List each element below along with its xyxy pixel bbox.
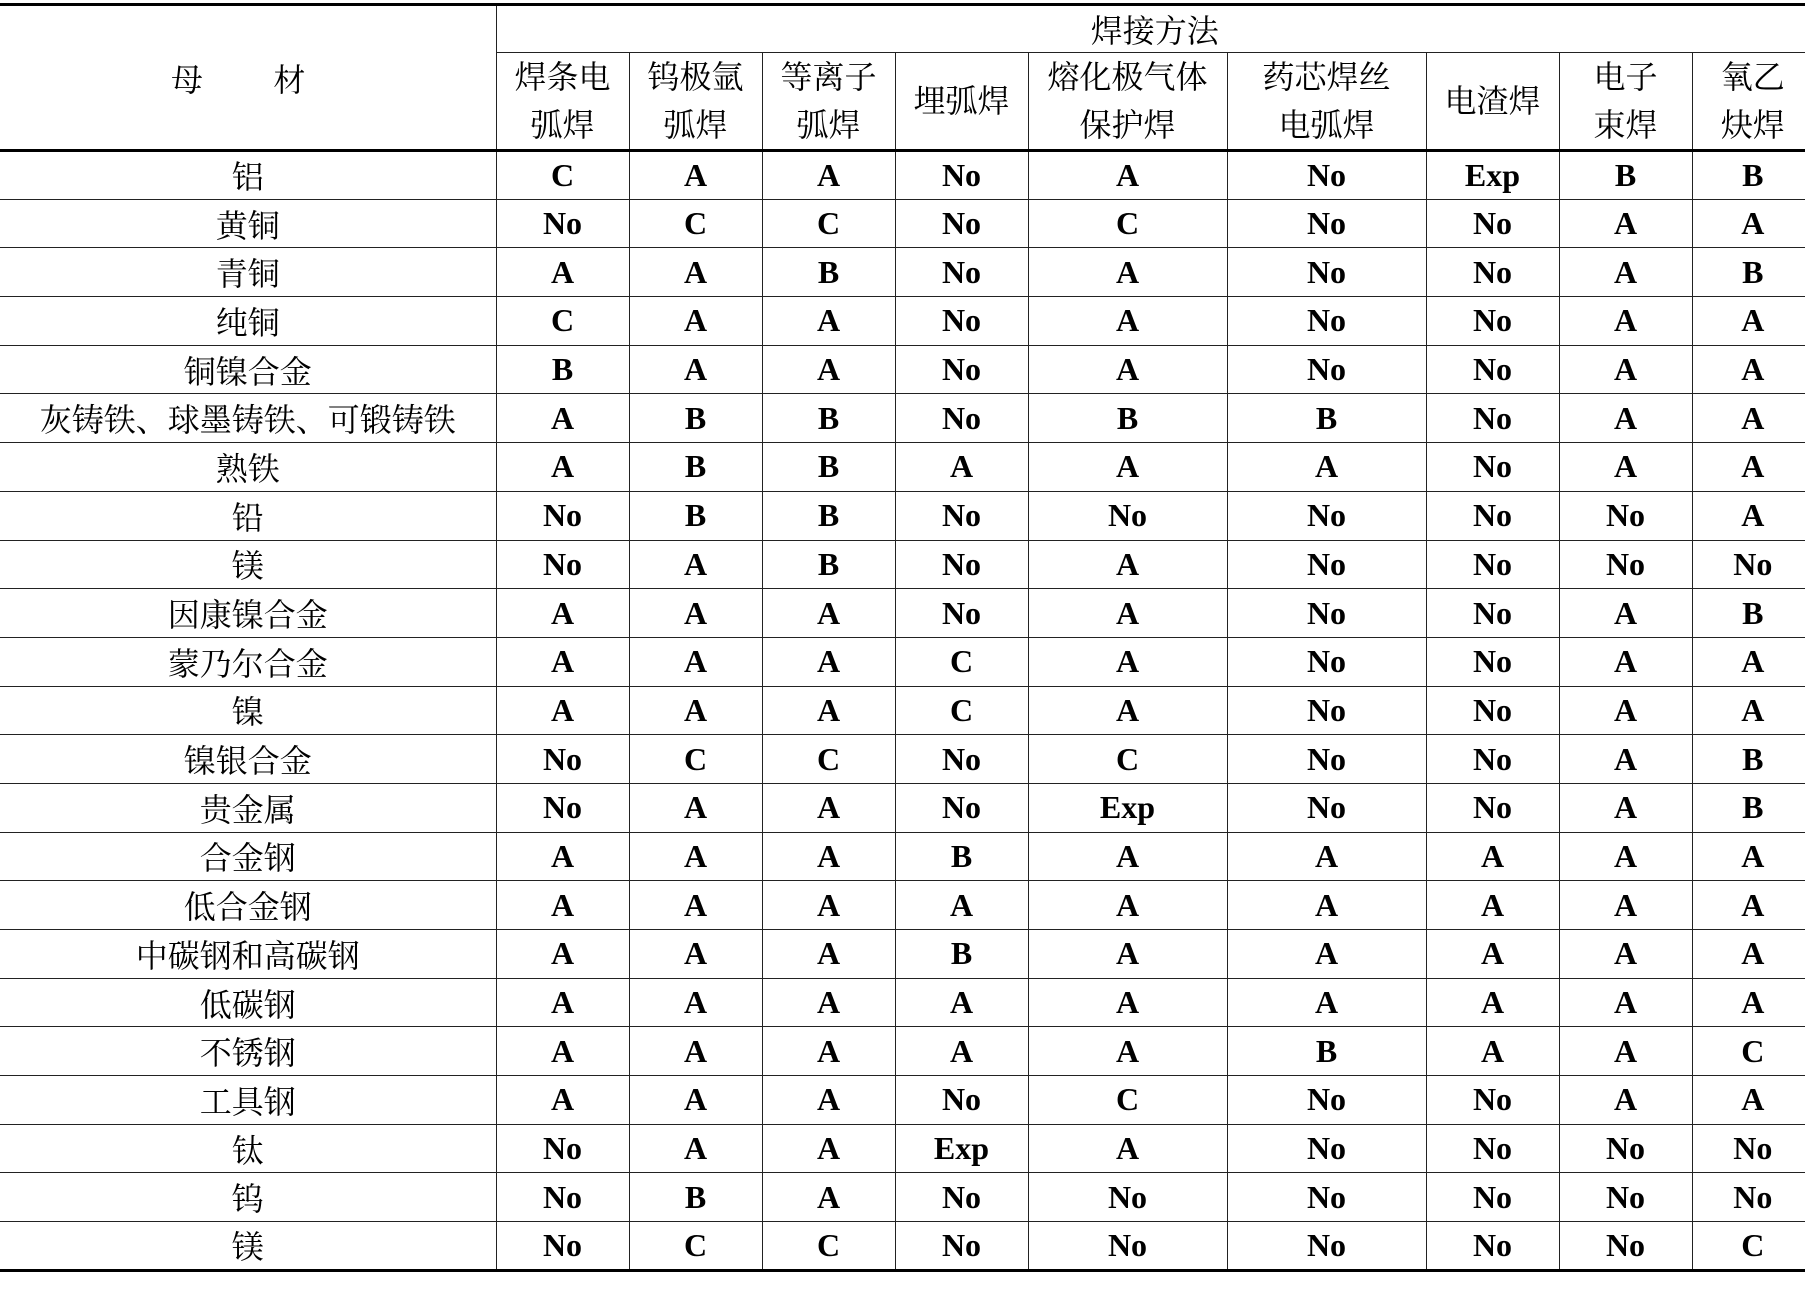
table-row [0, 443, 1805, 492]
rating-cell: A [1426, 832, 1559, 881]
method-header-line: 电弧焊 [1278, 107, 1375, 143]
method-header-line: 弧焊 [663, 107, 728, 143]
rating-cell: B [895, 832, 1028, 881]
method-header-line: 氧乙 [1720, 59, 1785, 95]
material-cell: 不锈钢 [0, 1027, 496, 1076]
table-row [0, 735, 1805, 784]
rating-cell: No [1426, 735, 1559, 784]
rating-cell: A [629, 881, 762, 930]
rating-cell: A [496, 930, 629, 979]
rating-cell: No [1227, 345, 1426, 394]
rating-cell: A [1028, 540, 1227, 589]
rating-cell: No [895, 199, 1028, 248]
rating-cell: No [1227, 686, 1426, 735]
material-cell: 贵金属 [0, 783, 496, 832]
rating-cell: Exp [1028, 783, 1227, 832]
rating-cell: A [1028, 297, 1227, 346]
rating-cell: B [1227, 1027, 1426, 1076]
rating-cell: C [496, 297, 629, 346]
rating-cell: No [496, 199, 629, 248]
rating-cell: A [629, 297, 762, 346]
rating-cell: No [1426, 540, 1559, 589]
rating-cell: A [496, 394, 629, 443]
rating-cell: A [629, 637, 762, 686]
rating-cell: A [1028, 248, 1227, 297]
rating-cell: A [629, 1027, 762, 1076]
method-header-line: 焊条电 [514, 59, 611, 95]
table-row [0, 1222, 1805, 1271]
rating-cell: No [1426, 491, 1559, 540]
table-row [0, 151, 1805, 200]
table-row [0, 589, 1805, 638]
method-header-line: 电子 [1593, 59, 1658, 95]
rating-cell: No [895, 783, 1028, 832]
rating-cell: A [1692, 199, 1805, 248]
rating-cell: A [629, 832, 762, 881]
rating-cell: No [1227, 589, 1426, 638]
rating-cell: B [1692, 589, 1805, 638]
rating-cell: A [629, 930, 762, 979]
rating-cell: No [1028, 491, 1227, 540]
rating-cell: A [1028, 637, 1227, 686]
rating-cell: No [1227, 199, 1426, 248]
rating-cell: A [1028, 930, 1227, 979]
rating-cell: A [1692, 443, 1805, 492]
rating-cell: No [1227, 1222, 1426, 1271]
material-cell: 镍银合金 [0, 735, 496, 784]
rating-cell: No [1426, 297, 1559, 346]
rating-cell: B [762, 491, 895, 540]
rating-cell: A [496, 978, 629, 1027]
rating-cell: C [1028, 735, 1227, 784]
header-row [0, 5, 1805, 53]
table-body [0, 151, 1805, 1271]
rating-cell: A [1028, 589, 1227, 638]
table-row [0, 540, 1805, 589]
table-row [0, 199, 1805, 248]
rating-cell: A [1559, 345, 1692, 394]
rating-cell: A [1559, 394, 1692, 443]
rating-cell: B [1559, 151, 1692, 200]
rating-cell: No [1426, 783, 1559, 832]
rating-cell: No [1426, 1124, 1559, 1173]
material-cell: 低碳钢 [0, 978, 496, 1027]
rating-cell: No [895, 151, 1028, 200]
method-header-2 [629, 53, 762, 151]
rating-cell: A [895, 881, 1028, 930]
rating-cell: A [1559, 1076, 1692, 1125]
material-cell: 钨 [0, 1173, 496, 1222]
rating-cell: Exp [895, 1124, 1028, 1173]
rating-cell: A [496, 686, 629, 735]
rating-cell: No [1426, 248, 1559, 297]
rating-cell: A [1559, 297, 1692, 346]
rating-cell: A [895, 443, 1028, 492]
rating-cell: No [1227, 735, 1426, 784]
rating-cell: A [1559, 930, 1692, 979]
method-header-4 [895, 53, 1028, 151]
rating-cell: No [1426, 1222, 1559, 1271]
rating-cell: A [1559, 248, 1692, 297]
rating-cell: A [1028, 832, 1227, 881]
rating-cell: B [895, 930, 1028, 979]
rating-cell: No [1227, 1124, 1426, 1173]
table-row [0, 978, 1805, 1027]
rating-cell: A [1227, 443, 1426, 492]
rating-cell: C [629, 1222, 762, 1271]
welding-method-table [0, 3, 1805, 1272]
method-header-6 [1227, 53, 1426, 151]
rating-cell: No [496, 735, 629, 784]
method-header-8 [1559, 53, 1692, 151]
rating-cell: No [895, 394, 1028, 443]
rating-cell: A [629, 783, 762, 832]
rating-cell: B [762, 248, 895, 297]
rating-cell: A [1692, 297, 1805, 346]
methods-group-header: 焊接方法 [496, 5, 1805, 53]
rating-cell: No [1227, 248, 1426, 297]
rating-cell: C [895, 637, 1028, 686]
rating-cell: A [1028, 151, 1227, 200]
material-cell: 灰铸铁、球墨铸铁、可锻铸铁 [0, 394, 496, 443]
rating-cell: A [762, 1027, 895, 1076]
rating-cell: C [629, 735, 762, 784]
rating-cell: A [496, 832, 629, 881]
rating-cell: A [496, 589, 629, 638]
table-row [0, 1027, 1805, 1076]
material-cell: 因康镍合金 [0, 589, 496, 638]
rating-cell: No [895, 248, 1028, 297]
rating-cell: No [496, 1222, 629, 1271]
rating-cell: No [895, 1173, 1028, 1222]
material-cell: 青铜 [0, 248, 496, 297]
rating-cell: A [629, 1076, 762, 1125]
rating-cell: No [1227, 491, 1426, 540]
rating-cell: B [1692, 735, 1805, 784]
rating-cell: A [1692, 637, 1805, 686]
rating-cell: A [629, 345, 762, 394]
method-header-line: 熔化极气体 [1047, 59, 1208, 95]
rating-cell: A [1559, 735, 1692, 784]
table-row [0, 297, 1805, 346]
material-cell: 工具钢 [0, 1076, 496, 1125]
rating-cell: No [496, 491, 629, 540]
rating-cell: A [1028, 978, 1227, 1027]
rating-cell: C [895, 686, 1028, 735]
rating-cell: A [1692, 930, 1805, 979]
rating-cell: A [1227, 832, 1426, 881]
method-header-line: 束焊 [1593, 107, 1658, 143]
rating-cell: A [1028, 345, 1227, 394]
method-header-3 [762, 53, 895, 151]
rating-cell: A [1559, 783, 1692, 832]
rating-cell: A [762, 1124, 895, 1173]
rating-cell: A [1692, 881, 1805, 930]
rating-cell: A [1692, 491, 1805, 540]
material-cell: 铝 [0, 151, 496, 200]
table-row [0, 248, 1805, 297]
rating-cell: A [762, 297, 895, 346]
rating-cell: A [1692, 686, 1805, 735]
material-cell: 蒙乃尔合金 [0, 637, 496, 686]
material-cell: 镁 [0, 540, 496, 589]
rating-cell: A [1028, 686, 1227, 735]
rating-cell: No [1559, 1173, 1692, 1222]
rating-cell: No [1227, 1076, 1426, 1125]
rating-cell: No [1028, 1173, 1227, 1222]
rating-cell: No [1227, 783, 1426, 832]
rating-cell: No [1692, 1124, 1805, 1173]
rating-cell: C [1692, 1027, 1805, 1076]
rating-cell: A [1426, 1027, 1559, 1076]
method-header-line: 电渣焊 [1444, 83, 1541, 119]
rating-cell: No [1692, 1173, 1805, 1222]
rating-cell: A [496, 248, 629, 297]
table-row [0, 491, 1805, 540]
rating-cell: No [1426, 686, 1559, 735]
table-row [0, 394, 1805, 443]
rating-cell: A [1692, 394, 1805, 443]
material-cell: 纯铜 [0, 297, 496, 346]
rating-cell: A [629, 978, 762, 1027]
method-header-line: 弧焊 [796, 107, 861, 143]
rating-cell: A [1426, 978, 1559, 1027]
rating-cell: A [895, 978, 1028, 1027]
method-header-line: 药芯焊丝 [1262, 59, 1391, 95]
rating-cell: A [1559, 199, 1692, 248]
material-cell: 铜镍合金 [0, 345, 496, 394]
rating-cell: A [1028, 881, 1227, 930]
rating-cell: A [496, 1076, 629, 1125]
rating-cell: No [895, 297, 1028, 346]
table-row [0, 345, 1805, 394]
rating-cell: A [1028, 1124, 1227, 1173]
material-cell: 中碳钢和高碳钢 [0, 930, 496, 979]
material-cell: 镁 [0, 1222, 496, 1271]
rating-cell: A [1426, 930, 1559, 979]
rating-cell: C [762, 199, 895, 248]
table-row [0, 783, 1805, 832]
rating-cell: C [1692, 1222, 1805, 1271]
rating-cell: A [762, 1076, 895, 1125]
rating-cell: No [895, 540, 1028, 589]
rating-cell: A [1559, 978, 1692, 1027]
table-row [0, 1076, 1805, 1125]
rating-cell: B [496, 345, 629, 394]
table-row [0, 881, 1805, 930]
table-row [0, 930, 1805, 979]
table-row [0, 637, 1805, 686]
rating-cell: Exp [1426, 151, 1559, 200]
rating-cell: A [895, 1027, 1028, 1076]
rating-cell: C [762, 735, 895, 784]
rating-cell: A [496, 637, 629, 686]
table-row [0, 686, 1805, 735]
material-cell: 铅 [0, 491, 496, 540]
rating-cell: A [762, 589, 895, 638]
method-header-line: 埋弧焊 [913, 83, 1010, 119]
rating-cell: No [1692, 540, 1805, 589]
rating-cell: B [762, 443, 895, 492]
rating-cell: A [762, 978, 895, 1027]
rating-cell: B [1692, 783, 1805, 832]
rating-cell: C [629, 199, 762, 248]
rating-cell: No [496, 1124, 629, 1173]
rating-cell: C [1028, 199, 1227, 248]
rating-cell: B [629, 491, 762, 540]
rating-cell: C [496, 151, 629, 200]
rating-cell: No [895, 735, 1028, 784]
rating-cell: B [1692, 248, 1805, 297]
rating-cell: No [1227, 637, 1426, 686]
rating-cell: A [629, 686, 762, 735]
method-header-line: 弧焊 [530, 107, 595, 143]
rating-cell: No [1426, 443, 1559, 492]
rating-cell: A [1692, 1076, 1805, 1125]
rating-cell: B [762, 394, 895, 443]
rating-cell: A [629, 151, 762, 200]
material-cell: 熟铁 [0, 443, 496, 492]
method-header-9 [1692, 53, 1805, 151]
rating-cell: C [762, 1222, 895, 1271]
rating-cell: No [496, 1173, 629, 1222]
rating-cell: A [1559, 443, 1692, 492]
rating-cell: A [762, 832, 895, 881]
material-cell: 黄铜 [0, 199, 496, 248]
table-row [0, 1124, 1805, 1173]
rating-cell: No [1426, 345, 1559, 394]
rating-cell: No [1426, 199, 1559, 248]
rating-cell: A [1227, 881, 1426, 930]
rating-cell: A [762, 686, 895, 735]
rating-cell: No [1028, 1222, 1227, 1271]
rating-cell: A [762, 930, 895, 979]
rating-cell: No [1426, 394, 1559, 443]
rating-cell: No [1227, 151, 1426, 200]
rating-cell: A [762, 1173, 895, 1222]
rating-cell: No [895, 491, 1028, 540]
rating-cell: A [762, 881, 895, 930]
rating-cell: No [1559, 1222, 1692, 1271]
rating-cell: B [629, 394, 762, 443]
rating-cell: C [1028, 1076, 1227, 1125]
method-header-1 [496, 53, 629, 151]
method-header-7 [1426, 53, 1559, 151]
rating-cell: No [496, 783, 629, 832]
rating-cell: No [1426, 1173, 1559, 1222]
rating-cell: A [1028, 1027, 1227, 1076]
rating-cell: A [629, 1124, 762, 1173]
method-header-line: 炔焊 [1720, 107, 1785, 143]
material-cell: 钛 [0, 1124, 496, 1173]
rating-cell: A [629, 248, 762, 297]
material-cell: 低合金钢 [0, 881, 496, 930]
rating-cell: A [1692, 345, 1805, 394]
rating-cell: B [762, 540, 895, 589]
rating-cell: No [1426, 1076, 1559, 1125]
method-header-5 [1028, 53, 1227, 151]
rating-cell: A [762, 345, 895, 394]
rating-cell: No [1426, 589, 1559, 638]
rating-cell: A [1227, 978, 1426, 1027]
rating-cell: A [1692, 832, 1805, 881]
material-cell: 合金钢 [0, 832, 496, 881]
rating-cell: No [1227, 297, 1426, 346]
rating-cell: No [1559, 1124, 1692, 1173]
rating-cell: No [1227, 1173, 1426, 1222]
material-column-header: 母 材 [0, 5, 496, 151]
rating-cell: A [496, 881, 629, 930]
rating-cell: A [1692, 978, 1805, 1027]
rating-cell: A [762, 637, 895, 686]
rating-cell: A [1426, 881, 1559, 930]
method-header-line: 等离子 [780, 59, 877, 95]
rating-cell: A [1559, 589, 1692, 638]
rating-cell: B [1227, 394, 1426, 443]
rating-cell: No [1559, 491, 1692, 540]
rating-cell: No [1426, 637, 1559, 686]
method-header-line: 钨极氩 [647, 59, 744, 95]
rating-cell: A [1559, 1027, 1692, 1076]
rating-cell: B [629, 443, 762, 492]
rating-cell: No [895, 1076, 1028, 1125]
rating-cell: No [895, 345, 1028, 394]
rating-cell: A [1028, 443, 1227, 492]
rating-cell: No [1227, 540, 1426, 589]
material-cell: 镍 [0, 686, 496, 735]
rating-cell: A [1559, 832, 1692, 881]
rating-cell: A [1559, 881, 1692, 930]
rating-cell: A [1559, 637, 1692, 686]
rating-cell: B [1692, 151, 1805, 200]
rating-cell: No [496, 540, 629, 589]
table-row [0, 1173, 1805, 1222]
rating-cell: A [629, 589, 762, 638]
rating-cell: No [895, 589, 1028, 638]
rating-cell: A [762, 151, 895, 200]
rating-cell: A [496, 443, 629, 492]
method-header-line: 保护焊 [1079, 107, 1176, 143]
rating-cell: A [1227, 930, 1426, 979]
rating-cell: No [1559, 540, 1692, 589]
rating-cell: A [762, 783, 895, 832]
rating-cell: B [1028, 394, 1227, 443]
table-row [0, 832, 1805, 881]
rating-cell: B [629, 1173, 762, 1222]
rating-cell: No [895, 1222, 1028, 1271]
rating-cell: A [496, 1027, 629, 1076]
rating-cell: A [629, 540, 762, 589]
rating-cell: A [1559, 686, 1692, 735]
